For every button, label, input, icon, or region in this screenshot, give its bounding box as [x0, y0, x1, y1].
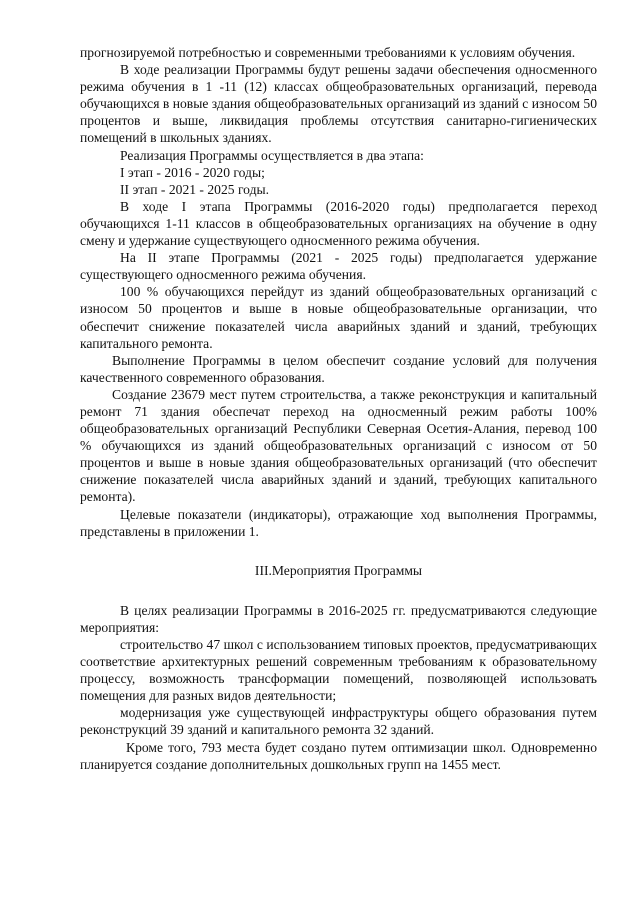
paragraph: На II этапе Программы (2021 - 2025 годы) предполагается удержание существующего односменного режима обучения. — [80, 250, 597, 283]
paragraph: прогнозируемой потребностью и современными требованиями к условиям обучения. — [80, 45, 576, 60]
list-item: модернизация уже существующей инфраструктуры общего образования путем реконструкций 39 зданий и капитального ремонта 32 зданий. — [80, 705, 597, 738]
paragraph: В целях реализации Программы в 2016-2025 гг. предусматриваются следующие мероприятия: — [80, 602, 597, 635]
paragraph: Кроме того, 793 места будет создано путем оптимизации школ. Одновременно планируется создание дополнительных дошкольных групп на 1455 мест. — [80, 739, 597, 772]
stage-line: I этап - 2016 - 2020 годы; — [120, 164, 265, 180]
paragraph: Выполнение Программы в целом обеспечит создание условий для получения качественного современного образования. — [80, 352, 597, 385]
section-heading: III.Мероприятия Программы — [254, 562, 423, 578]
paragraph: В ходе реализации Программы будут решены задачи обеспечения односменного режима обучения в 1 -11 (12) классах общеобразовательных организаций, перевода обучающихся в новые здания общеобразовательных организаций из зданий с износом 50 процентов и выше, ликвидация проблемы отсутствия санитарно-гигиенических помещений в школьных зданиях. — [80, 62, 597, 146]
paragraph: 100 % обучающихся перейдут из зданий общеобразовательных организаций с износом 50 процентов и выше в новые общеобразовательные организации, что обеспечит снижение показателей числа аварийных зданий и зданий, требующих капитального ремонта. — [80, 284, 597, 351]
paragraph: Создание 23679 мест путем строительства, а также реконструкция и капитальный ремонт 71 здания обеспечат переход на односменный режим работы 100% общеобразовательных организаций Республики Северная Осетия-Алания, перевод 100 % обучающихся из зданий общеобразовательных организаций с износом от 50 процентов и выше в новые здания общеобразовательных организаций (что обеспечит снижение показателей числа аварийных зданий и зданий, требующих капитального ремонта). — [80, 386, 597, 505]
text-block-before-heading — [80, 44, 597, 540]
paragraph: Целевые показатели (индикаторы), отражающие ход выполнения Программы, представлены в приложении 1. — [80, 506, 597, 539]
paragraph: В ходе I этапа Программы (2016-2020 годы) предполагается переход обучающихся 1-11 классов в общеобразовательных организациях на обучение в одну смену и удержание существующего односменного режима обучения. — [80, 198, 597, 249]
list-item: строительство 47 школ с использованием типовых проектов, предусматривающих соответствие архитектурных решений современным требованиям к образовательному процессу, возможность трансформации помещений, позволяющей использовать помещения для разных видов деятельности; — [80, 637, 597, 704]
paragraph: Реализация Программы осуществляется в два этапа: — [120, 147, 424, 163]
stage-line: II этап - 2021 - 2025 годы. — [120, 181, 270, 197]
text-block-after-heading — [80, 602, 597, 773]
